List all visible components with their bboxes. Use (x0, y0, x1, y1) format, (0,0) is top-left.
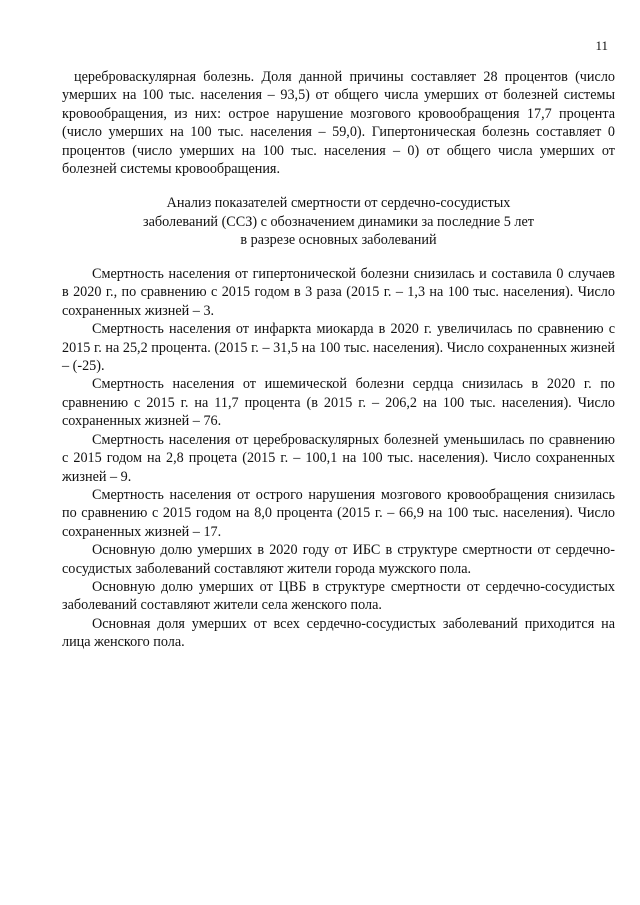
paragraph-cerebrovascular-disease: Смертность населения от цереброваскулярных болезней уменьшилась по сравнению с 2015 годом на 2,8 процета (2015 г. – 100,1 на 100 тыс. населения). Число сохраненных жизней – 9. (62, 431, 615, 485)
paragraph-hypertension: Смертность населения от гипертонической болезни снизилась и составила 0 случаев в 2020 г., по сравнению с 2015 годом в 3 раза (2015 г. – 1,3 на 100 тыс. населения). Число сохраненных жизней – 3. (62, 266, 615, 319)
document-body (62, 68, 615, 652)
paragraph-acute-stroke: Смертность населения от острого нарушения мозгового кровообращения снизилась по сравнению с 2015 годом на 8,0 процента (2015 г. – 66,9 на 100 тыс. населения). Число сохраненных жизней – 17. (62, 486, 615, 540)
intro-paragraph: цереброваскулярная болезнь. Доля данной причины составляет 28 процентов (число умерших на 100 тыс. населения – 93,5) от общего числа умерших от болезней системы кровообращения, из них: острое нарушение мозгового кровообращения 17,7 процента (число умерших на 100 тыс. населения – 59,0). Гипертоническая болезнь составляет 0 процентов (число умерших на 100 тыс. населения – 0) от общего числа умерших от болезней системы кровообращения. (62, 69, 615, 178)
paragraph-female-share: Основная доля умерших от всех сердечно-сосудистых заболеваний приходится на лица женского пола. (62, 615, 615, 651)
section-title: Анализ показателей смертности от сердечно-сосудистых заболеваний (ССЗ) с обозначением динамики за последние 5 лет в разрезе основных заболеваний (143, 195, 534, 248)
paragraph-cvd-structure: Основную долю умерших от ЦВБ в структуре смертности от сердечно-сосудистых заболеваний составляют жители села женского пола. (62, 578, 615, 614)
paragraph-ihd-structure: Основную долю умерших в 2020 году от ИБС в структуре смертности от сердечно-сосудистых заболеваний составляют жители города мужского пола. (62, 542, 615, 577)
paragraph-myocardial-infarction: Смертность населения от инфаркта миокарда в 2020 г. увеличилась по сравнению с 2015 г. на 25,2 процента. (2015 г. – 31,5 на 100 тыс. населения). Число сохраненных жизней – (-25). (62, 321, 615, 375)
paragraph-ischemic-heart-disease: Смертность населения от ишемической болезни сердца снизилась в 2020 г. по сравнению с 2015 г. на 11,7 процента (в 2015 г. – 206,2 на 100 тыс. населения). Число сохраненных жизней – 76. (62, 376, 615, 430)
page-number: 11 (595, 38, 608, 53)
